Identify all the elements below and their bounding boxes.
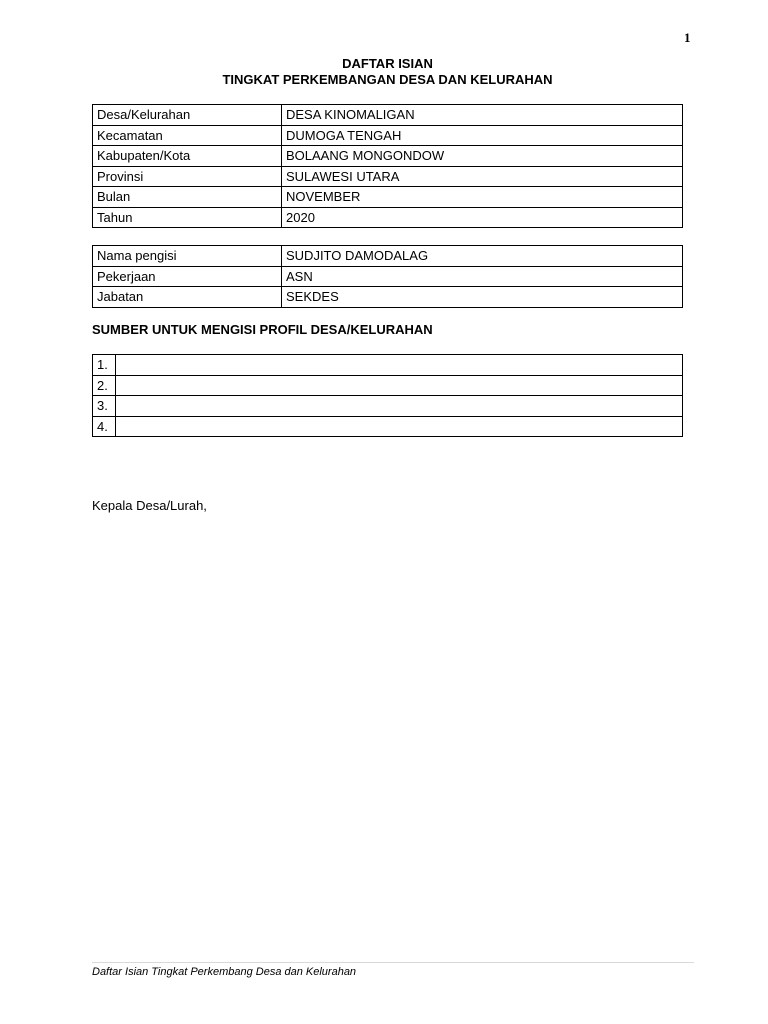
row-number: 3. bbox=[93, 396, 116, 417]
table-row bbox=[93, 396, 683, 417]
field-label: Nama pengisi bbox=[93, 246, 282, 267]
field-value: SULAWESI UTARA bbox=[282, 166, 683, 187]
field-value: NOVEMBER bbox=[282, 187, 683, 208]
identity-table bbox=[92, 104, 683, 228]
field-label: Desa/Kelurahan bbox=[93, 105, 282, 126]
sources-heading: SUMBER UNTUK MENGISI PROFIL DESA/KELURAHAN bbox=[92, 322, 433, 337]
source-entry bbox=[116, 416, 683, 437]
source-entry bbox=[116, 375, 683, 396]
field-label: Bulan bbox=[93, 187, 282, 208]
field-label: Jabatan bbox=[93, 287, 282, 308]
field-value: DESA KINOMALIGAN bbox=[282, 105, 683, 126]
field-value: SEKDES bbox=[282, 287, 683, 308]
field-value: BOLAANG MONGONDOW bbox=[282, 146, 683, 167]
field-label: Pekerjaan bbox=[93, 266, 282, 287]
table-row bbox=[93, 266, 683, 287]
filler-table bbox=[92, 245, 683, 308]
table-row bbox=[93, 246, 683, 267]
source-entry bbox=[116, 396, 683, 417]
signature-label: Kepala Desa/Lurah, bbox=[92, 498, 207, 513]
row-number: 4. bbox=[93, 416, 116, 437]
source-entry bbox=[116, 355, 683, 376]
table-row bbox=[93, 287, 683, 308]
row-number: 1. bbox=[93, 355, 116, 376]
table-row bbox=[93, 355, 683, 376]
title-line-1: DAFTAR ISIAN bbox=[342, 56, 433, 71]
table-row bbox=[93, 146, 683, 167]
field-label: Kecamatan bbox=[93, 125, 282, 146]
table-row bbox=[93, 375, 683, 396]
sources-table bbox=[92, 354, 683, 437]
field-label: Provinsi bbox=[93, 166, 282, 187]
table-row bbox=[93, 416, 683, 437]
field-value: SUDJITO DAMODALAG bbox=[282, 246, 683, 267]
field-value: ASN bbox=[282, 266, 683, 287]
table-row bbox=[93, 207, 683, 228]
table-row bbox=[93, 125, 683, 146]
page-number: 1 bbox=[684, 30, 691, 45]
field-value: DUMOGA TENGAH bbox=[282, 125, 683, 146]
document-title bbox=[92, 56, 683, 88]
footer-text: Daftar Isian Tingkat Perkembang Desa dan Kelurahan bbox=[92, 966, 357, 978]
table-row bbox=[93, 187, 683, 208]
field-label: Kabupaten/Kota bbox=[93, 146, 282, 167]
table-row bbox=[93, 105, 683, 126]
row-number: 2. bbox=[93, 375, 116, 396]
footer-divider bbox=[92, 962, 694, 963]
field-label: Tahun bbox=[93, 207, 282, 228]
field-value: 2020 bbox=[282, 207, 683, 228]
title-line-2: TINGKAT PERKEMBANGAN DESA DAN KELURAHAN bbox=[222, 72, 553, 87]
table-row bbox=[93, 166, 683, 187]
